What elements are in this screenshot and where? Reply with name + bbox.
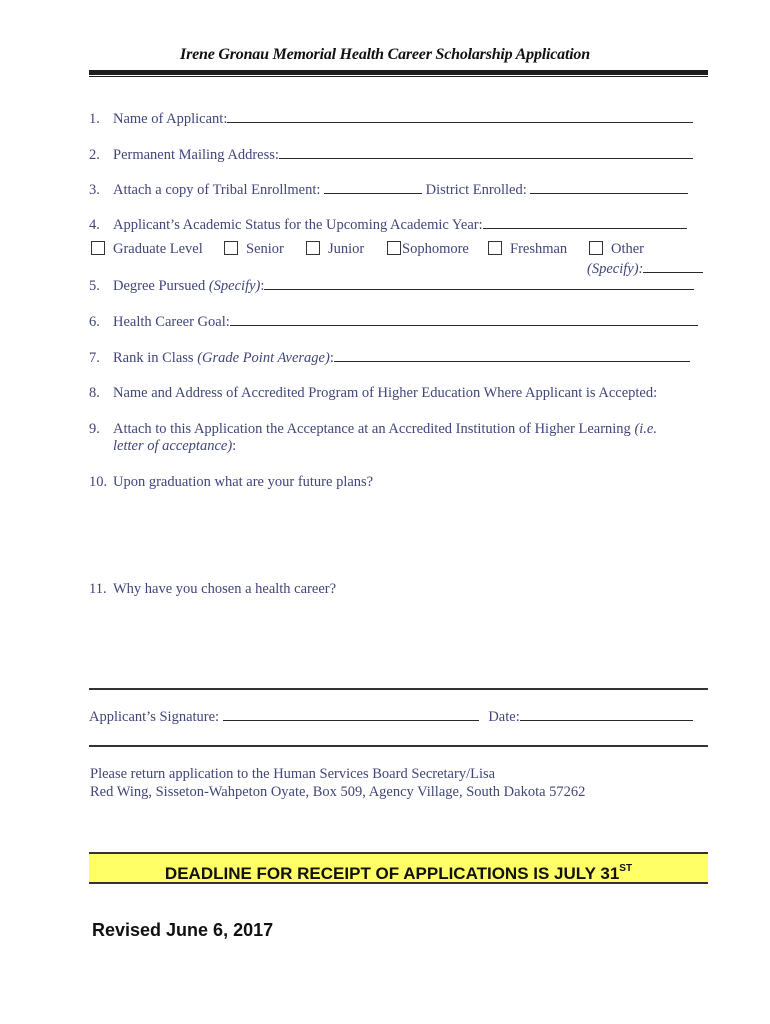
question-acceptance: 9. Attach to this Application the Acceptance at an Accredited Institution of Higher Learning (i.e. letter of acceptance): [89,421,657,454]
rank-field[interactable] [334,349,690,362]
graduate-checkbox[interactable] [91,241,105,255]
freshman-checkbox[interactable] [488,241,502,255]
other-checkbox[interactable] [589,241,603,255]
option-freshman[interactable]: Freshman [488,241,567,258]
return-instructions-line2: Red Wing, Sisseton-Wahpeton Oyate, Box 509, Agency Village, South Dakota 57262 [90,784,586,800]
name-label: Name of Applicant: [113,111,228,127]
other-specify: (Specify): [587,260,703,278]
option-other[interactable]: Other [589,241,644,258]
question-academic-status: 4. Applicant’s Academic Status for the Upcoming Academic Year: [89,216,709,234]
form-title: Irene Gronau Memorial Health Career Scholarship Application [180,46,590,63]
question-tribal-enrollment: 3. Attach a copy of Tribal Enrollment: District Enrolled: [89,181,709,199]
signature-label: Applicant’s Signature: [89,709,220,725]
junior-checkbox[interactable] [306,241,320,255]
date-field[interactable] [520,708,693,721]
option-sophomore[interactable]: Sophomore [387,241,469,258]
signature-field[interactable] [223,708,479,721]
question-why-health-career: 11. Why have you chosen a health career? [89,581,337,597]
date-label: Date: [488,709,520,725]
academic-status-label: Applicant’s Academic Status for the Upcoming Academic Year: [113,217,483,233]
signature-row [89,708,708,726]
tribal-enrollment-field[interactable] [324,181,422,194]
address-field[interactable] [279,146,693,159]
return-instructions-line1: Please return application to the Human Services Board Secretary/Lisa [90,766,496,782]
title-rule-thin [89,76,708,77]
academic-status-field[interactable] [483,216,687,229]
question-accredited-program: 8. Name and Address of Accredited Program of Higher Education Where Applicant is Accepted: [89,385,658,401]
district-enrolled-label: District Enrolled: [425,182,527,198]
title-rule [89,70,708,75]
question-degree-pursued: 5. Degree Pursued (Specify): [89,277,709,295]
question-future-plans: 10. Upon graduation what are your future plans? [89,474,374,490]
district-enrolled-field[interactable] [530,181,688,194]
deadline-banner [89,852,708,884]
signature-bottom-divider [89,745,708,747]
revised-date: Revised June 6, 2017 [92,920,274,940]
question-rank-in-class: 7. Rank in Class (Grade Point Average): [89,349,709,367]
tribal-enrollment-label: Attach a copy of Tribal Enrollment: [113,182,321,198]
signature-top-divider [89,688,708,690]
question-name-of-applicant: 1. Name of Applicant: [89,110,709,128]
degree-field[interactable] [264,277,694,290]
name-field[interactable] [227,110,693,123]
deadline-text: DEADLINE FOR RECEIPT OF APPLICATIONS IS JULY 31 [164,864,620,883]
option-senior[interactable]: Senior [224,241,284,258]
deadline-superscript: ST [619,863,633,874]
address-label: Permanent Mailing Address: [113,147,279,163]
sophomore-checkbox[interactable] [387,241,401,255]
other-specify-field[interactable] [643,260,703,273]
question-health-career-goal: 6. Health Career Goal: [89,313,709,331]
senior-checkbox[interactable] [224,241,238,255]
question-mailing-address: 2. Permanent Mailing Address: [89,146,709,164]
option-graduate-level[interactable]: Graduate Level [91,241,203,258]
option-junior[interactable]: Junior [306,241,364,258]
career-goal-field[interactable] [230,313,698,326]
